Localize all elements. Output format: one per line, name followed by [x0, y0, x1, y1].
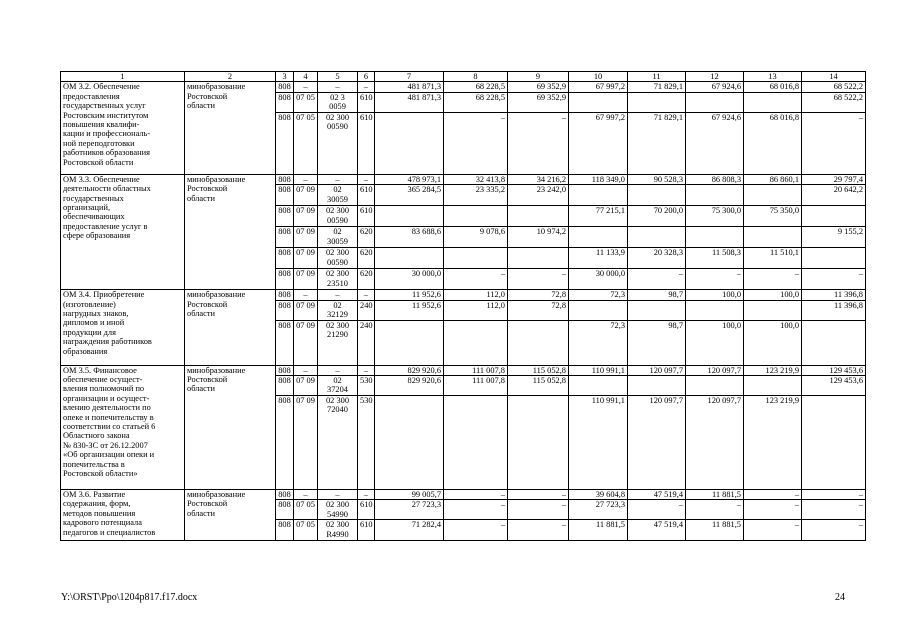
value-cell: 75 350,0 [744, 206, 802, 227]
value-cell [686, 92, 744, 112]
value-cell [444, 206, 508, 227]
code-rzpr-cell: 07 09 [294, 206, 318, 227]
column-header: 10 [569, 72, 628, 82]
value-cell: – [802, 269, 866, 290]
value-cell: 68 522,2 [802, 82, 866, 92]
code-rzpr-cell: – [294, 174, 318, 184]
responsible-cell: минобразование Ростовской области [185, 174, 276, 289]
column-header: 11 [628, 72, 686, 82]
code-rzpr-cell: 07 09 [294, 320, 318, 365]
value-cell: 11 133,9 [569, 248, 628, 269]
table-row [61, 82, 866, 92]
value-cell: 481 871,3 [375, 92, 444, 112]
value-cell: 11 881,5 [686, 490, 744, 500]
code-csr-cell: – [318, 290, 358, 300]
code-rzpr-cell: 07 09 [294, 300, 318, 320]
value-cell [744, 227, 802, 248]
value-cell: – [444, 112, 508, 174]
value-cell: 23 335,2 [444, 185, 508, 206]
column-header: 5 [318, 72, 358, 82]
value-cell [375, 248, 444, 269]
value-cell: – [508, 269, 569, 290]
value-cell: 11 396,8 [802, 290, 866, 300]
code-rzpr-cell: 07 05 [294, 92, 318, 112]
value-cell [628, 185, 686, 206]
code-vr-cell: 610 [358, 112, 375, 174]
value-cell: 68 016,8 [744, 112, 802, 174]
code-csr-cell: 02 300 00590 [318, 206, 358, 227]
value-cell: 11 881,5 [686, 520, 744, 541]
value-cell: 86 808,3 [686, 174, 744, 184]
table-row [61, 365, 866, 375]
value-cell: 27 723,3 [569, 500, 628, 520]
table-header [61, 72, 866, 82]
code-vr-cell: 240 [358, 320, 375, 365]
value-cell: 829 920,6 [375, 376, 444, 396]
code-rzpr-cell: 07 09 [294, 396, 318, 490]
value-cell: 20 642,2 [802, 185, 866, 206]
value-cell [444, 396, 508, 490]
value-cell: 365 284,5 [375, 185, 444, 206]
value-cell: 110 991,1 [569, 396, 628, 490]
value-cell: 39 604,8 [569, 490, 628, 500]
value-cell: 71 282,4 [375, 520, 444, 541]
value-cell: – [802, 112, 866, 174]
value-cell: 99 005,7 [375, 490, 444, 500]
value-cell: 120 097,7 [628, 365, 686, 375]
column-header: 6 [358, 72, 375, 82]
value-cell [802, 206, 866, 227]
code-vr-cell: 620 [358, 269, 375, 290]
code-grbs-cell: 808 [276, 290, 294, 300]
code-csr-cell: 02 300 00590 [318, 248, 358, 269]
value-cell: 11 881,5 [569, 520, 628, 541]
value-cell: 829 920,6 [375, 365, 444, 375]
value-cell: 68 228,5 [444, 82, 508, 92]
page-number: 24 [835, 592, 845, 603]
value-cell [802, 396, 866, 490]
code-vr-cell: – [358, 82, 375, 92]
value-cell [508, 320, 569, 365]
value-cell [686, 300, 744, 320]
value-cell: 67 924,6 [686, 82, 744, 92]
value-cell: 112,0 [444, 290, 508, 300]
value-cell: 32 413,8 [444, 174, 508, 184]
value-cell: – [444, 520, 508, 541]
code-grbs-cell: 808 [276, 185, 294, 206]
value-cell: 30 000,0 [569, 269, 628, 290]
responsible-cell: минобразование Ростовской области [185, 490, 276, 541]
value-cell: 30 000,0 [375, 269, 444, 290]
code-rzpr-cell: 07 05 [294, 112, 318, 174]
code-rzpr-cell: 07 05 [294, 520, 318, 541]
code-rzpr-cell: 07 09 [294, 376, 318, 396]
value-cell: 70 200,0 [628, 206, 686, 227]
measure-name-cell: ОМ 3.6. Развитие содержания, форм, методов повышения кадрового потенциала педагогов и специалистов [61, 490, 185, 541]
value-cell: 83 688,6 [375, 227, 444, 248]
responsible-cell: минобразование Ростовской области [185, 290, 276, 365]
column-header: 7 [375, 72, 444, 82]
value-cell: – [444, 269, 508, 290]
code-rzpr-cell: 07 09 [294, 269, 318, 290]
value-cell: 120 097,7 [628, 396, 686, 490]
responsible-cell: минобразование Ростовской области [185, 82, 276, 174]
value-cell: 123 219,9 [744, 365, 802, 375]
column-header: 14 [802, 72, 866, 82]
header-row [61, 72, 866, 82]
code-csr-cell: 02 300 72040 [318, 396, 358, 490]
value-cell [744, 92, 802, 112]
value-cell: – [628, 269, 686, 290]
value-cell: 98,7 [628, 290, 686, 300]
code-vr-cell: 530 [358, 396, 375, 490]
table-row [61, 174, 866, 184]
code-csr-cell: 02 300 21290 [318, 320, 358, 365]
code-rzpr-cell: – [294, 290, 318, 300]
value-cell: – [686, 269, 744, 290]
code-grbs-cell: 808 [276, 206, 294, 227]
value-cell [628, 376, 686, 396]
value-cell [444, 248, 508, 269]
code-vr-cell: 610 [358, 185, 375, 206]
value-cell [375, 320, 444, 365]
code-csr-cell: 02 300 R4990 [318, 520, 358, 541]
value-cell [375, 396, 444, 490]
code-vr-cell: 610 [358, 206, 375, 227]
value-cell: 68 016,8 [744, 82, 802, 92]
table-row [61, 290, 866, 300]
value-cell: 115 052,8 [508, 365, 569, 375]
code-grbs-cell: 808 [276, 82, 294, 92]
value-cell: – [686, 500, 744, 520]
value-cell: 72,3 [569, 320, 628, 365]
value-cell: 67 997,2 [569, 112, 628, 174]
code-vr-cell: 620 [358, 227, 375, 248]
value-cell: – [628, 500, 686, 520]
value-cell: – [508, 490, 569, 500]
value-cell [444, 320, 508, 365]
value-cell: 71 829,1 [628, 82, 686, 92]
code-csr-cell: 02 30059 [318, 185, 358, 206]
value-cell [375, 112, 444, 174]
value-cell: 11 508,3 [686, 248, 744, 269]
code-vr-cell: 530 [358, 376, 375, 396]
value-cell [569, 185, 628, 206]
value-cell [744, 376, 802, 396]
value-cell: 100,0 [686, 290, 744, 300]
code-grbs-cell: 808 [276, 320, 294, 365]
code-csr-cell: 02 300 00590 [318, 112, 358, 174]
value-cell: 110 991,1 [569, 365, 628, 375]
value-cell [686, 185, 744, 206]
value-cell: – [744, 500, 802, 520]
value-cell [802, 320, 866, 365]
code-rzpr-cell: – [294, 490, 318, 500]
value-cell: 68 228,5 [444, 92, 508, 112]
value-cell: 111 007,8 [444, 365, 508, 375]
column-header: 3 [276, 72, 294, 82]
value-cell [375, 206, 444, 227]
value-cell: 118 349,0 [569, 174, 628, 184]
code-vr-cell: 620 [358, 248, 375, 269]
code-vr-cell: 610 [358, 92, 375, 112]
code-vr-cell: – [358, 290, 375, 300]
code-csr-cell: 02 3 0059 [318, 92, 358, 112]
value-cell: 67 997,2 [569, 82, 628, 92]
code-vr-cell: – [358, 174, 375, 184]
code-rzpr-cell: – [294, 82, 318, 92]
value-cell: – [744, 520, 802, 541]
value-cell: 86 860,1 [744, 174, 802, 184]
value-cell: 111 007,8 [444, 376, 508, 396]
value-cell: 120 097,7 [686, 396, 744, 490]
code-vr-cell: 240 [358, 300, 375, 320]
code-grbs-cell: 808 [276, 520, 294, 541]
value-cell: 10 974,2 [508, 227, 569, 248]
value-cell: – [444, 490, 508, 500]
code-grbs-cell: 808 [276, 248, 294, 269]
budget-table [60, 71, 866, 541]
code-rzpr-cell: 07 05 [294, 500, 318, 520]
value-cell: 72,8 [508, 290, 569, 300]
code-vr-cell: – [358, 365, 375, 375]
code-grbs-cell: 808 [276, 269, 294, 290]
value-cell: 98,7 [628, 320, 686, 365]
value-cell: 47 519,4 [628, 520, 686, 541]
code-csr-cell: – [318, 490, 358, 500]
value-cell: 112,0 [444, 300, 508, 320]
column-header: 1 [61, 72, 185, 82]
value-cell: 9 155,2 [802, 227, 866, 248]
value-cell: 129 453,6 [802, 376, 866, 396]
code-csr-cell: – [318, 174, 358, 184]
code-grbs-cell: 808 [276, 112, 294, 174]
column-header: 12 [686, 72, 744, 82]
column-header: 4 [294, 72, 318, 82]
code-csr-cell: 02 300 54990 [318, 500, 358, 520]
value-cell [628, 227, 686, 248]
column-header: 13 [744, 72, 802, 82]
value-cell: 77 215,1 [569, 206, 628, 227]
column-header: 2 [185, 72, 276, 82]
measure-name-cell: ОМ 3.5. Финансовое обеспечение осущест- вления полномочий по организации и осущест- влению деятельности по опеке и попечительству в соответствии со статьей 6 Областного закона № 830-ЗС от 26.12.2007 «Об организации опеки и попечительства в Ростовской области» [61, 365, 185, 489]
value-cell: – [744, 269, 802, 290]
value-cell: 129 453,6 [802, 365, 866, 375]
value-cell [744, 185, 802, 206]
code-rzpr-cell: – [294, 365, 318, 375]
value-cell: 20 328,3 [628, 248, 686, 269]
value-cell: 123 219,9 [744, 396, 802, 490]
value-cell [802, 248, 866, 269]
value-cell: 69 352,9 [508, 82, 569, 92]
value-cell: – [508, 520, 569, 541]
value-cell [744, 300, 802, 320]
code-grbs-cell: 808 [276, 490, 294, 500]
value-cell [569, 376, 628, 396]
value-cell: 9 078,6 [444, 227, 508, 248]
value-cell [628, 92, 686, 112]
value-cell [508, 396, 569, 490]
value-cell: 481 871,3 [375, 82, 444, 92]
value-cell [569, 227, 628, 248]
value-cell: 11 510,1 [744, 248, 802, 269]
code-csr-cell: – [318, 82, 358, 92]
code-rzpr-cell: 07 09 [294, 185, 318, 206]
value-cell: 115 052,8 [508, 376, 569, 396]
responsible-cell: минобразование Ростовской области [185, 365, 276, 489]
measure-name-cell: ОМ 3.4. Приобретение (изготовление) нагрудных знаков, дипломов и иной продукции для награждения работников образования [61, 290, 185, 365]
measure-name-cell: ОМ 3.2. Обеспечение предоставления государственных услуг Ростовским институтом повышения квалифи- кации и профессиональ- ной переподготовки работников образования Ростовской области [61, 82, 185, 174]
value-cell [569, 92, 628, 112]
column-header: 9 [508, 72, 569, 82]
code-grbs-cell: 808 [276, 365, 294, 375]
code-grbs-cell: 808 [276, 376, 294, 396]
code-grbs-cell: 808 [276, 300, 294, 320]
value-cell [569, 300, 628, 320]
code-vr-cell: 610 [358, 520, 375, 541]
value-cell: – [802, 520, 866, 541]
code-rzpr-cell: 07 09 [294, 248, 318, 269]
value-cell: 34 216,2 [508, 174, 569, 184]
value-cell: 478 973,1 [375, 174, 444, 184]
value-cell: – [508, 500, 569, 520]
value-cell: 11 952,6 [375, 290, 444, 300]
value-cell: – [802, 490, 866, 500]
value-cell: 71 829,1 [628, 112, 686, 174]
value-cell: – [508, 112, 569, 174]
value-cell [628, 300, 686, 320]
value-cell: 29 797,4 [802, 174, 866, 184]
value-cell: 69 352,9 [508, 92, 569, 112]
value-cell: 67 924,6 [686, 112, 744, 174]
value-cell: 72,8 [508, 300, 569, 320]
code-grbs-cell: 808 [276, 92, 294, 112]
value-cell [686, 376, 744, 396]
value-cell: 75 300,0 [686, 206, 744, 227]
value-cell: – [744, 490, 802, 500]
code-csr-cell: 02 32129 [318, 300, 358, 320]
value-cell: 72,3 [569, 290, 628, 300]
value-cell: 90 528,3 [628, 174, 686, 184]
code-grbs-cell: 808 [276, 500, 294, 520]
value-cell: – [444, 500, 508, 520]
code-csr-cell: 02 37204 [318, 376, 358, 396]
code-csr-cell: 02 300 23510 [318, 269, 358, 290]
footer-file-path: Y:\ORST\Ppo\1204p817.f17.docx [61, 592, 198, 603]
value-cell: – [802, 500, 866, 520]
table-body [61, 82, 866, 541]
value-cell: 100,0 [744, 290, 802, 300]
table-row [61, 490, 866, 500]
code-vr-cell: – [358, 490, 375, 500]
value-cell: 100,0 [744, 320, 802, 365]
measure-name-cell: ОМ 3.3. Обеспечение деятельности областных государственных организаций, обеспечивающих предоставление услуг в сфере образования [61, 174, 185, 289]
value-cell [686, 227, 744, 248]
code-rzpr-cell: 07 09 [294, 227, 318, 248]
code-csr-cell: 02 30059 [318, 227, 358, 248]
value-cell [508, 206, 569, 227]
code-grbs-cell: 808 [276, 396, 294, 490]
code-grbs-cell: 808 [276, 227, 294, 248]
code-csr-cell: – [318, 365, 358, 375]
column-header: 8 [444, 72, 508, 82]
value-cell: 120 097,7 [686, 365, 744, 375]
value-cell: 68 522,2 [802, 92, 866, 112]
value-cell: 11 396,8 [802, 300, 866, 320]
code-grbs-cell: 808 [276, 174, 294, 184]
value-cell: 27 723,3 [375, 500, 444, 520]
value-cell [508, 248, 569, 269]
value-cell: 47 519,4 [628, 490, 686, 500]
value-cell: 11 952,6 [375, 300, 444, 320]
value-cell: 23 242,0 [508, 185, 569, 206]
code-vr-cell: 610 [358, 500, 375, 520]
value-cell: 100,0 [686, 320, 744, 365]
